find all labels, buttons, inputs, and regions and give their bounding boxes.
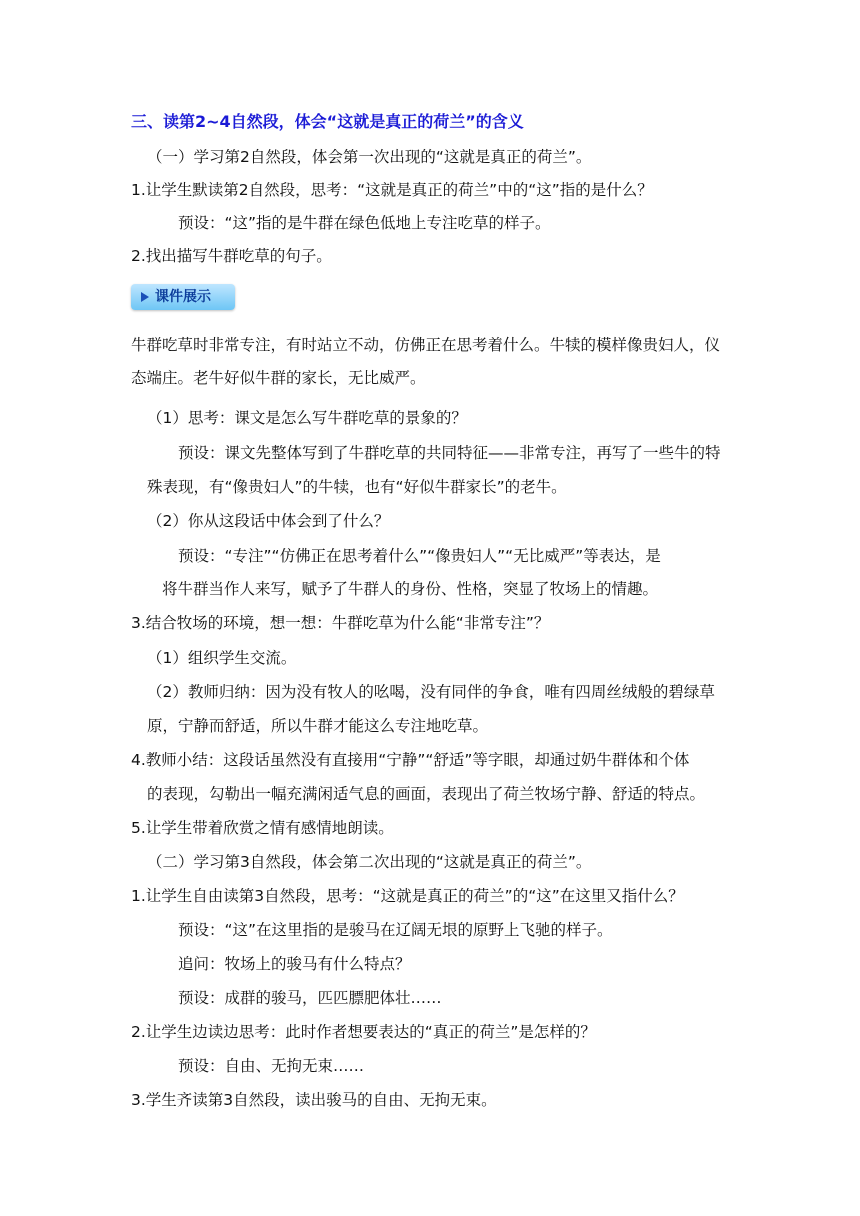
think-2: （2）你从这段话中体会到了什么？ (147, 512, 390, 530)
part1-question-3: 3.结合牧场的环境，想一想：牛群吃草为什么能“非常专注”？ (131, 614, 550, 632)
think-1: （1）思考：课文是怎么写牛群吃草的景象的？ (147, 409, 467, 427)
part2-question-1-follow-preset: 预设：成群的骏马，匹匹膘肥体壮…… (178, 989, 442, 1007)
part1-summary-line-1: 4.教师小结：这段话虽然没有直接用“宁静”“舒适”等字眼，却通过奶牛群体和个体 (131, 751, 690, 769)
think-2-preset-line-2: 将牛群当作人来写，赋予了牛群人的身份、性格，突显了牧场上的情趣。 (162, 580, 659, 598)
part2-title: （二）学习第3自然段，体会第二次出现的“这就是真正的荷兰”。 (147, 853, 592, 871)
part2-question-1-preset: 预设：“这”在这里指的是骏马在辽阔无垠的原野上飞驰的样子。 (178, 921, 613, 939)
quote-line-2: 态端庄。老牛好似牛群的家长，无比威严。 (131, 369, 426, 387)
part1-title: （一）学习第2自然段，体会第一次出现的“这就是真正的荷兰”。 (147, 148, 592, 166)
part1-summary-line-2: 的表现，勾勒出一幅充满闲适气息的画面，表现出了荷兰牧场宁静、舒适的特点。 (147, 785, 706, 803)
part2-question-2-preset: 预设：自由、无拘无束…… (178, 1057, 365, 1075)
think-1-preset-line-2: 殊表现，有“像贵妇人”的牛犊，也有“好似牛群家长”的老牛。 (147, 478, 567, 496)
courseware-badge (131, 284, 235, 310)
part2-question-3: 3.学生齐读第3自然段，读出骏马的自由、无拘无束。 (131, 1091, 497, 1109)
courseware-badge-label: 课件展示 (155, 289, 211, 305)
part2-question-1-follow: 追问：牧场上的骏马有什么特点？ (178, 955, 411, 973)
quote-line-1: 牛群吃草时非常专注，有时站立不动，仿佛正在思考着什么。牛犊的模样像贵妇人，仪 (131, 336, 721, 354)
part1-question-1-preset: 预设：“这”指的是牛群在绿色低地上专注吃草的样子。 (178, 214, 551, 232)
think-1-preset-line-1: 预设：课文先整体写到了牛群吃草的共同特征——非常专注，再写了一些牛的特 (178, 444, 721, 462)
part1-question-1: 1.让学生默读第2自然段，思考：“这就是真正的荷兰”中的“这”指的是什么？ (131, 181, 653, 199)
part1-question-3-b-line-1: （2）教师归纳：因为没有牧人的吆喝，没有同伴的争食，唯有四周丝绒般的碧绿草 (147, 683, 715, 701)
part1-question-2: 2.找出描写牛群吃草的句子。 (131, 247, 332, 265)
play-arrow-icon (141, 292, 149, 302)
part2-question-1: 1.让学生自由读第3自然段，思考：“这就是真正的荷兰”的“这”在这里又指什么？ (131, 887, 684, 905)
part1-question-3-b-line-2: 原，宁静而舒适，所以牛群才能这么专注地吃草。 (147, 717, 489, 735)
section-heading: 三、读第2~4自然段，体会“这就是真正的荷兰”的含义 (131, 112, 524, 131)
think-2-preset-line-1: 预设：“专注”“仿佛正在思考着什么”“像贵妇人”“无比威严”等表达，是 (178, 547, 661, 565)
part1-question-5: 5.让学生带着欣赏之情有感情地朗读。 (131, 819, 394, 837)
part2-question-2: 2.让学生边读边思考：此时作者想要表达的“真正的荷兰”是怎样的？ (131, 1023, 596, 1041)
part1-question-3-a: （1）组织学生交流。 (147, 649, 297, 667)
